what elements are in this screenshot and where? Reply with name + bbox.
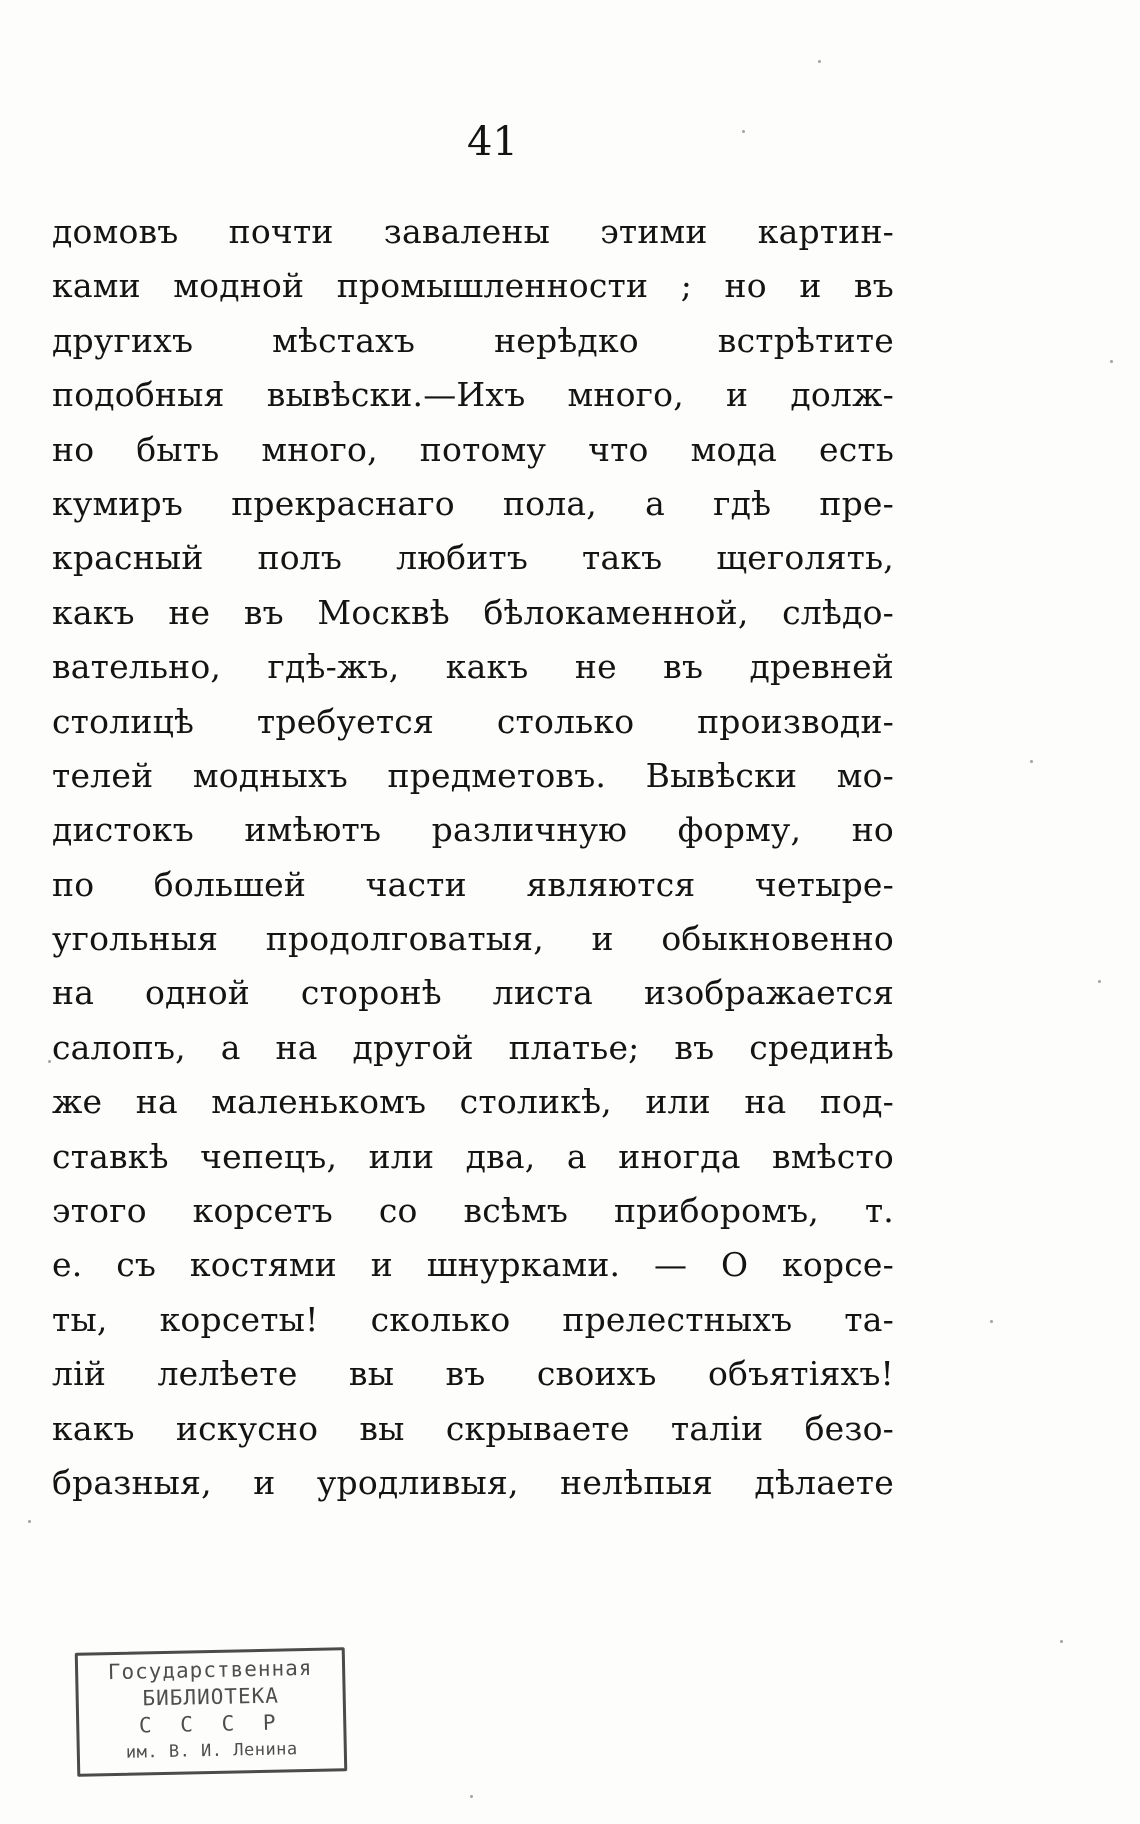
stamp-line: С С С Р (138, 1710, 284, 1738)
paper-speck (1030, 760, 1033, 763)
text-line: угольныя продолговатыя, и обыкновенно (52, 919, 894, 959)
text-line: ками модной промышленности ; но и въ (52, 266, 894, 306)
paper-speck (742, 130, 745, 133)
text-line: но быть много, потому что мода есть (52, 429, 894, 469)
paper-speck (48, 1060, 51, 1063)
text-line: какъ не въ Москвѣ бѣлокаменной, слѣдо- (52, 592, 894, 632)
text-line: столицѣ требуется столько производи- (52, 701, 894, 741)
paper-speck (1098, 980, 1101, 983)
paper-speck (818, 60, 821, 63)
text-line: на одной сторонѣ листа изображается (52, 973, 894, 1013)
paper-speck (1060, 1640, 1063, 1643)
text-line: этого корсетъ со всѣмъ приборомъ, т. (52, 1191, 894, 1231)
text-line: другихъ мѣстахъ нерѣдко встрѣтите (52, 320, 894, 360)
text-line: же на маленькомъ столикѣ, или на под- (52, 1082, 894, 1122)
paper-speck (28, 1520, 31, 1523)
text-line: ставкѣ чепецъ, или два, а иногда вмѣсто (52, 1136, 894, 1176)
text-line: ты, корсеты! сколько прелестныхъ та- (52, 1299, 894, 1339)
stamp-line: им. В. И. Ленина (125, 1739, 298, 1763)
text-line: домовъ почти завалены этими картин- (52, 212, 894, 251)
paper-speck (470, 1795, 473, 1798)
text-line: по большей части являются четыре- (52, 864, 894, 904)
text-line: салопъ, а на другой платье; въ срединѣ (52, 1027, 894, 1067)
body-text (52, 205, 894, 1510)
text-line: лій лелѣете вы въ своихъ объятіяхъ! (52, 1354, 894, 1394)
text-line: бразныя, и уродливыя, нелѣпыя дѣлаете (52, 1462, 894, 1502)
text-line: кумиръ прекраснаго пола, а гдѣ пре- (52, 483, 894, 523)
text-line: телей модныхъ предметовъ. Вывѣски мо- (52, 755, 894, 795)
text-line: дистокъ имѣютъ различную форму, но (52, 810, 894, 850)
stamp-line: Государственная (107, 1655, 313, 1685)
text-line: какъ искусно вы скрываете таліи безо- (52, 1408, 894, 1448)
text-line: е. съ костями и шнурками. — О корсе- (52, 1245, 894, 1285)
library-stamp (75, 1647, 348, 1777)
paper-speck (990, 1320, 993, 1323)
page-number: 41 (467, 119, 518, 165)
stamp-line: БИБЛИОТЕКА (142, 1683, 280, 1711)
paper-speck (1110, 360, 1113, 363)
text-line: подобныя вывѣски.—Ихъ много, и долж- (52, 375, 894, 415)
text-line: вательно, гдѣ-жъ, какъ не въ древней (52, 647, 894, 687)
text-line: красный полъ любитъ такъ щеголять, (52, 538, 894, 578)
